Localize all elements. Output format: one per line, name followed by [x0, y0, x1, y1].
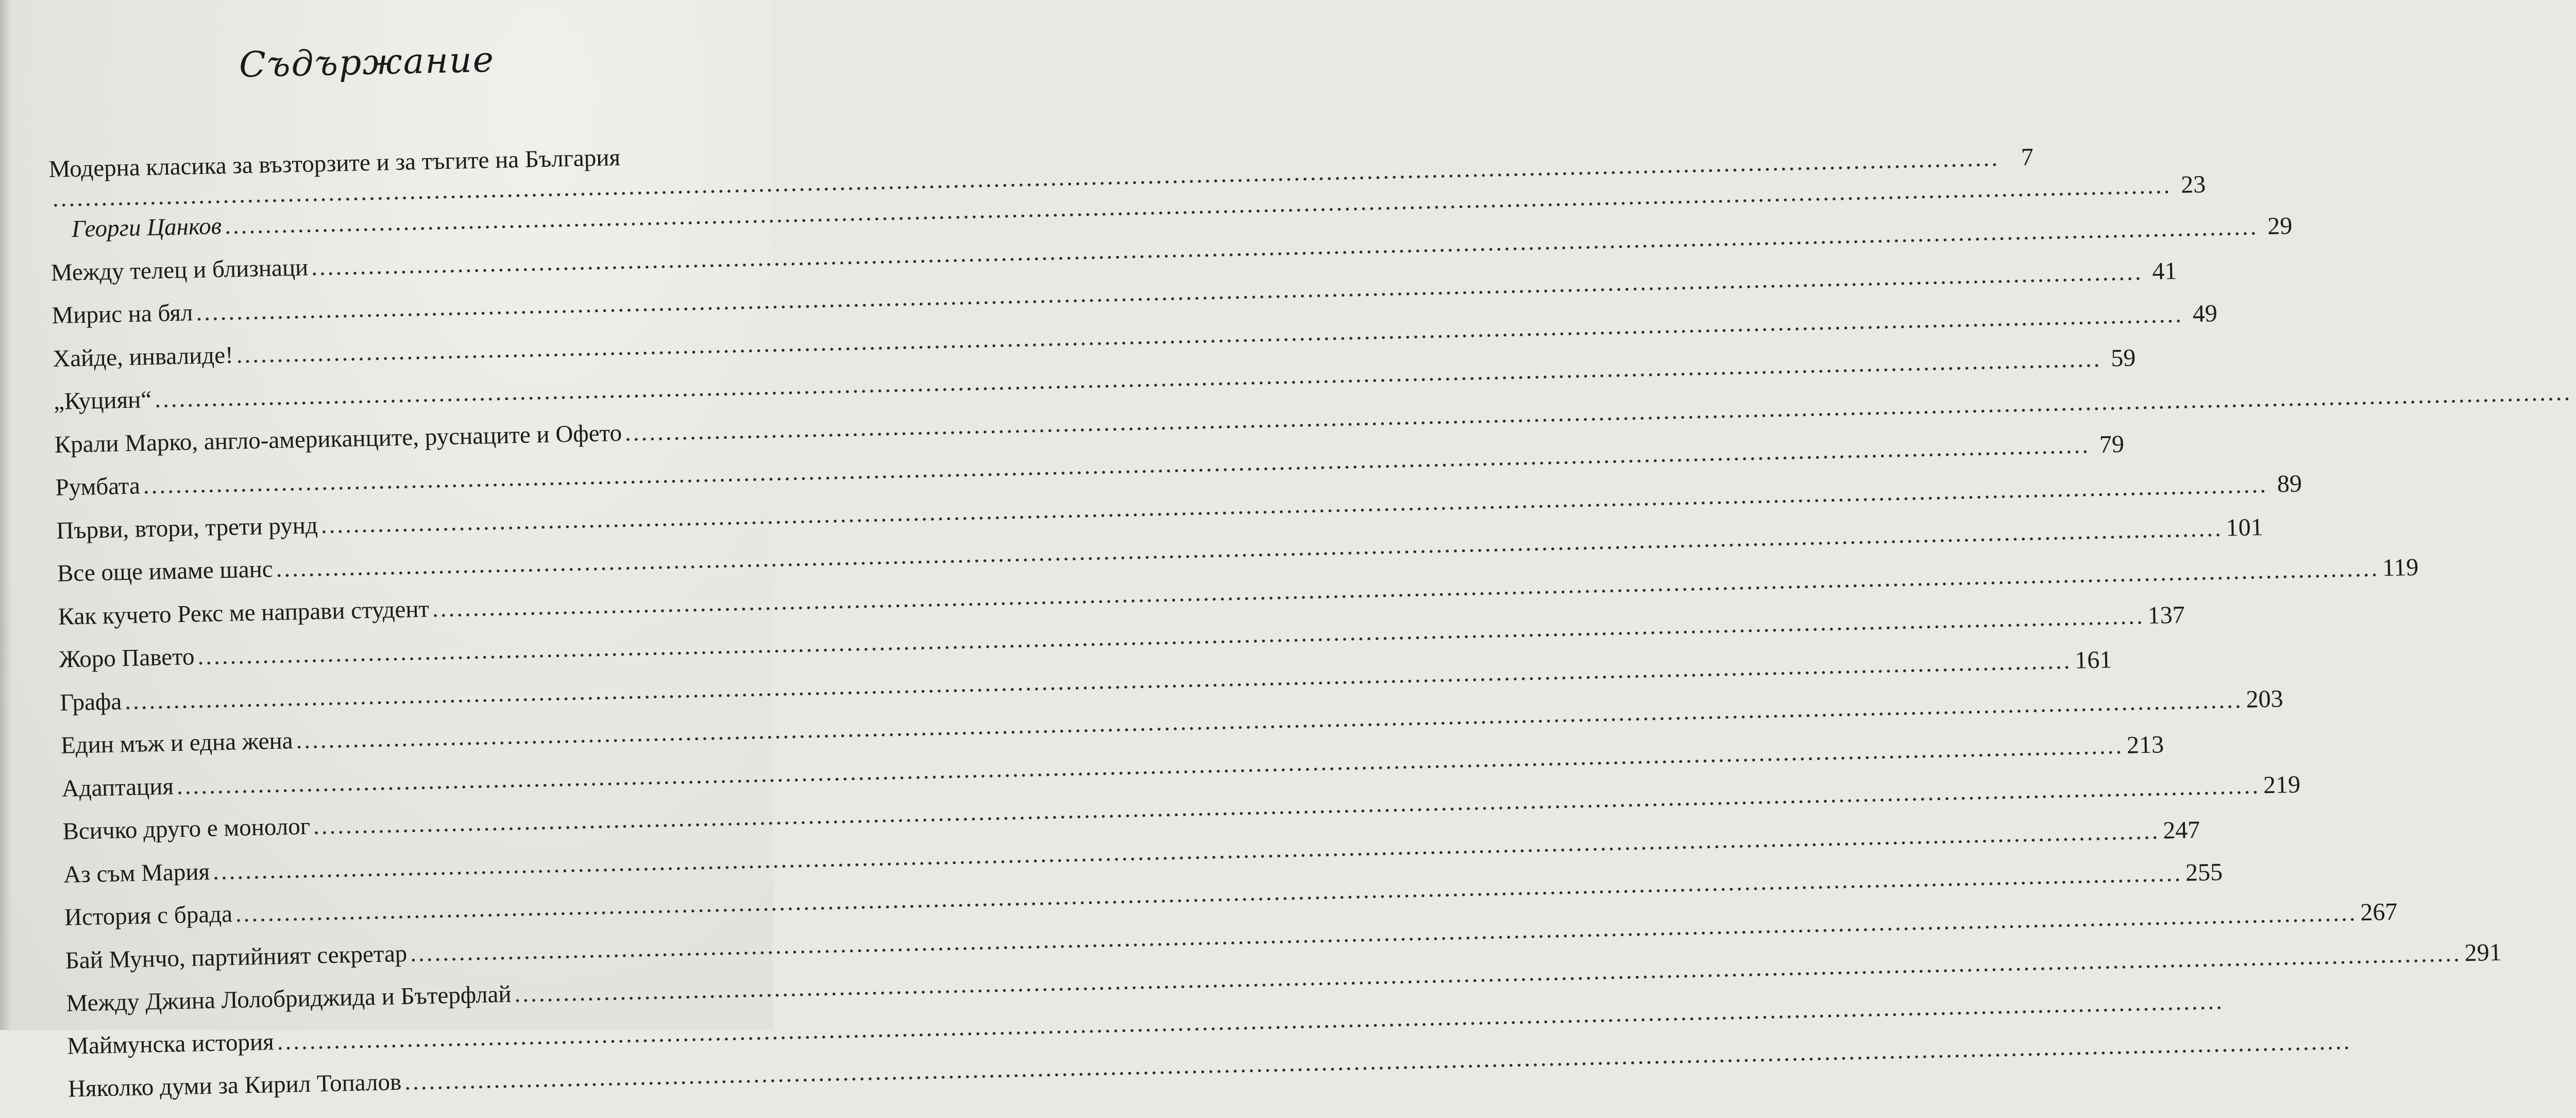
toc-entry-label: Модерна класика за възторзите и за тъгите на България: [48, 144, 621, 183]
toc-entry-label: Аз съм Мария: [63, 858, 210, 888]
toc-page-number: 79: [2099, 430, 2125, 458]
toc-page-number: 89: [2277, 470, 2302, 498]
toc-entry-label: Как кучето Рекс ме направи студент: [58, 595, 430, 630]
toc-entry-label: Първи, втори, трети рунд: [56, 511, 318, 544]
toc-page-number: 213: [2126, 730, 2164, 759]
toc-page-number: 161: [2074, 645, 2112, 674]
toc-entry-label: Графа: [59, 687, 122, 716]
toc-page-number: 267: [2360, 898, 2398, 926]
toc-entry-label: Един мъж и една жена: [60, 727, 293, 759]
toc-entry-label: Мирис на бял: [52, 299, 193, 329]
toc-page-number: 49: [2192, 299, 2218, 328]
toc-page-number: 247: [2162, 816, 2200, 844]
toc-page-number: 119: [2382, 553, 2419, 581]
toc-entry-label: Всичко друго е монолог: [62, 813, 311, 845]
toc-entry-label: Между телец и близнаци: [50, 253, 309, 286]
toc-page-number: 219: [2263, 770, 2301, 799]
toc-entry-label: Бай Мунчо, партийният секретар: [65, 940, 408, 974]
toc-entry-label: Все още имаме шанс: [57, 556, 274, 587]
toc-entry-label: История с брада: [64, 900, 233, 931]
toc-page-number: 59: [2110, 344, 2136, 372]
toc-page-number: 291: [2464, 938, 2502, 967]
toc-entry-label: Георги Цанков: [71, 212, 222, 243]
toc-page-number: 101: [2226, 513, 2264, 542]
page-title: Съдържание: [239, 39, 495, 86]
toc-entry-label: Жоро Павето: [59, 643, 195, 673]
toc-entry-label: Адаптация: [61, 772, 174, 802]
toc-page-number: 29: [2267, 212, 2293, 240]
toc-page-number: 255: [2185, 858, 2223, 887]
toc-page-number: 203: [2246, 685, 2284, 713]
toc-entry-label: „Куциян“: [53, 386, 152, 415]
toc-entry-label: Крали Марко, англо-американците, руснаците и Офето: [54, 419, 622, 458]
toc-entry-label: Хайде, инвалиде!: [52, 341, 234, 372]
toc-entry-label: Няколко думи за Кирил Топалов: [67, 1069, 402, 1103]
toc-page-number: 41: [2151, 257, 2177, 285]
spine-shadow: [0, 0, 11, 1030]
toc-entry-label: Между Джина Лолобриджида и Бътерфлай: [65, 981, 512, 1017]
table-of-contents: [48, 141, 2502, 1118]
toc-entry-label: Маймунска история: [66, 1028, 275, 1060]
toc-page-number: 23: [2180, 170, 2206, 199]
toc-page-number: 137: [2147, 601, 2185, 629]
toc-page-number: 7: [2021, 143, 2034, 171]
toc-entry-label: Румбата: [55, 472, 141, 501]
